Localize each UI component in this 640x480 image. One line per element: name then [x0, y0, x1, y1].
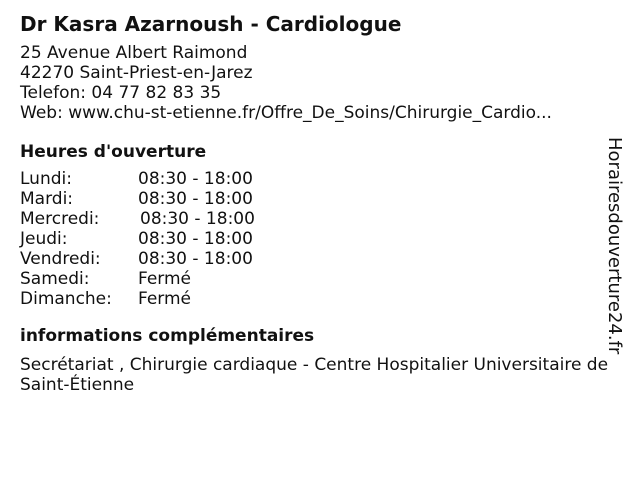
- website-link[interactable]: Web: www.chu-st-etienne.fr/Offre_De_Soins/Chirurgie_Cardio...: [20, 103, 552, 123]
- hours-time: 08:30 - 18:00: [138, 189, 253, 209]
- hours-time: 08:30 - 18:00: [138, 249, 253, 269]
- business-details: [20, 10, 610, 395]
- additional-info-heading: informations complémentaires: [20, 326, 315, 346]
- hours-row-wednesday: [20, 209, 610, 229]
- hours-day: Mardi:: [20, 189, 74, 209]
- site-watermark: Horairesdouverture24.fr: [604, 137, 625, 355]
- hours-day: Vendredi:: [20, 249, 101, 269]
- opening-hours-table: [20, 169, 610, 309]
- hours-row-tuesday: [20, 189, 610, 209]
- address-block: [20, 43, 610, 123]
- phone-number[interactable]: Telefon: 04 77 82 83 35: [20, 83, 222, 103]
- hours-time: Fermé: [138, 269, 192, 289]
- hours-row-friday: [20, 249, 610, 269]
- opening-hours-heading: Heures d'ouverture: [20, 142, 207, 162]
- page-title: Dr Kasra Azarnoush - Cardiologue: [20, 12, 402, 36]
- hours-time: 08:30 - 18:00: [138, 229, 253, 249]
- hours-time: 08:30 - 18:00: [138, 169, 253, 189]
- street-address: 25 Avenue Albert Raimond: [20, 43, 248, 63]
- hours-row-monday: [20, 169, 610, 189]
- hours-day: Dimanche:: [20, 289, 112, 309]
- hours-day: Lundi:: [20, 169, 72, 189]
- hours-day: Mercredi:: [20, 209, 100, 229]
- hours-row-saturday: [20, 269, 610, 289]
- hours-time: 08:30 - 18:00: [140, 209, 255, 229]
- hours-row-sunday: [20, 289, 610, 309]
- additional-info-text: Secrétariat , Chirurgie cardiaque - Centre Hospitalier Universitaire de Saint-Étienne: [20, 355, 609, 395]
- hours-row-thursday: [20, 229, 610, 249]
- city-address: 42270 Saint-Priest-en-Jarez: [20, 63, 253, 83]
- hours-day: Jeudi:: [20, 229, 68, 249]
- hours-time: Fermé: [138, 289, 192, 309]
- hours-day: Samedi:: [20, 269, 90, 289]
